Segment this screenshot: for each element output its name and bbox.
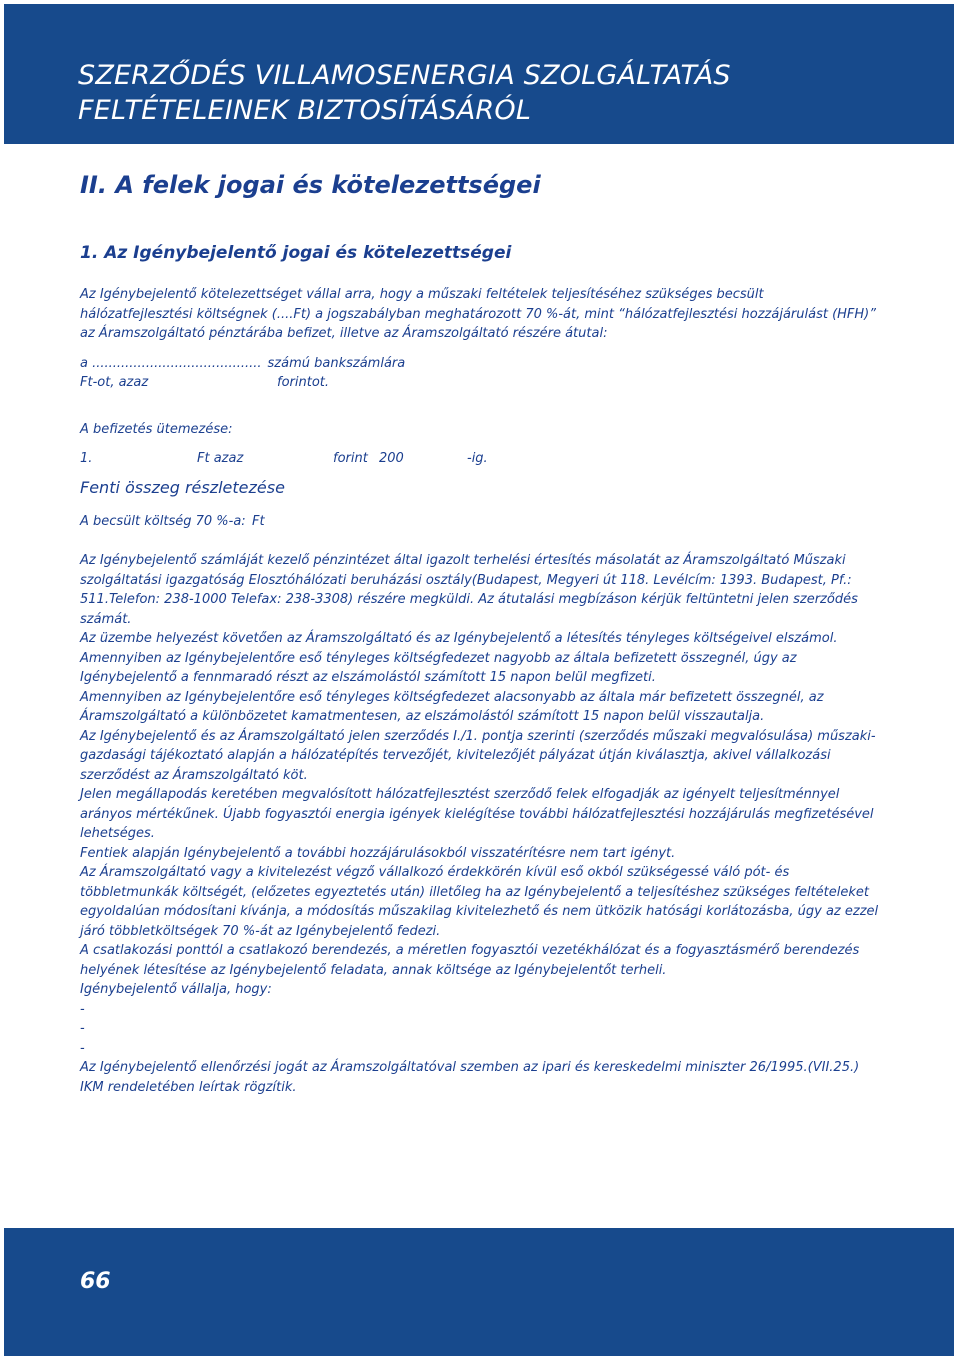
- document-title-line-1: SZERZŐDÉS VILLAMOSENERGIA SZOLGÁLTATÁS: [78, 60, 731, 91]
- schedule-ft: Ft azaz: [197, 451, 244, 466]
- schedule-line: [80, 449, 880, 469]
- schedule-year: 200: [379, 451, 404, 466]
- body-paragraph: Az üzembe helyezést követően az Áramszolgáltató és az Igénybejelentő a létesítés tényleges költségeivel elszámol.: [80, 631, 838, 646]
- body-paragraph: Az Igénybejelentő számláját kezelő pénzintézet által igazolt terhelési értesítés másolatát az Áramszolgáltató Műszaki szolgáltatási igazgatóság Elosztóhálózati beruházási osztály(Budapest, Megyeri út 118. Levélcím: 1393. Budapest, Pf.: 511.Telefon: 238-1000 Telefax: 238-3308) részére megküldi. Az átutalási megbízáson kérjük feltüntetni jelen szerződés számát.: [80, 553, 858, 627]
- schedule-label: A befizetés ütemezése:: [80, 421, 233, 437]
- dash-item: -: [80, 1021, 85, 1036]
- footer-band: [4, 1228, 954, 1356]
- body-paragraph: Jelen megállapodás keretében megvalósított hálózatfejlesztést szerződő felek elfogadják az igényelt teljesítménnyel arányos mértékűnek. Újabb fogyasztói energia igények kielégítése további hálózatfejlesztési hozzájárulás megfizetésével lehetséges.: [80, 787, 874, 841]
- schedule-number: 1.: [80, 451, 93, 466]
- document-title: [78, 58, 731, 128]
- account-dots: a .........................................: [80, 355, 262, 371]
- body-paragraph: Amennyiben az Igénybejelentőre eső tényleges költségfedezet nagyobb az általa befizetett összegnél, úgy az Igénybejelentő a fennmaradó részt az elszámolástól számított 15 napon belül megfizeti.: [80, 650, 797, 685]
- dash-item: -: [80, 1040, 85, 1056]
- estimate-unit: Ft: [252, 513, 265, 529]
- body-paragraph: Amennyiben az Igénybejelentőre eső tényleges költségfedezet alacsonyabb az általa már befizetett összegnél, az Áramszolgáltató a különbözetet kamatmentesen, az elszámolástól számított 15 napon belül visszautalja.: [80, 689, 824, 724]
- schedule-deadline: -ig.: [467, 451, 488, 466]
- body-paragraph: Fentiek alapján Igénybejelentő a további hozzájárulásokból visszatérítésre nem tart igényt.: [80, 845, 676, 861]
- document-body: [80, 285, 880, 1097]
- amount-prefix: Ft-ot, azaz: [80, 375, 149, 390]
- body-paragraph: A csatlakozási ponttól a csatlakozó berendezés, a méretlen fogyasztói vezetékhálózat és a fogyasztásmérő berendezés helyének létesítése az Igénybejelentő feladata, annak költsége az Igénybejelentőt terheli.: [80, 943, 860, 978]
- estimate-line: [80, 512, 880, 532]
- body-paragraph: Igénybejelentő vállalja, hogy:: [80, 982, 272, 997]
- account-suffix: számú bankszámlára: [267, 355, 406, 371]
- subsection-title: 1. Az Igénybejelentő jogai és kötelezettségei: [80, 243, 512, 263]
- dash-item: -: [80, 1001, 85, 1017]
- closing-paragraph: Az Igénybejelentő ellenőrzési jogát az Áramszolgáltatóval szemben az ipari és kereskedelmi miniszter 26/1995.(VII.25.) IKM rendeletében leírtak rögzítik.: [80, 1060, 860, 1095]
- document-title-line-2: FELTÉTELEINEK BIZTOSÍTÁSÁRÓL: [78, 95, 532, 126]
- details-heading: Fenti összeg részletezése: [80, 477, 285, 497]
- account-line: [80, 354, 880, 374]
- intro-paragraph: Az Igénybejelentő kötelezettséget vállal arra, hogy a műszaki feltételek teljesítéséhez szükséges becsült hálózatfejlesztési költségnek (....Ft) a jogszabályban meghatározott 70 %-át, mint “hálózatfejlesztési hozzájárulást (HFH)” az Áramszolgáltató pénztárába befizet, illetve az Áramszolgáltató részére átutal:: [80, 287, 876, 341]
- schedule-forint: forint: [333, 451, 368, 466]
- amount-suffix: forintot.: [277, 375, 330, 390]
- section-title: II. A felek jogai és kötelezettségei: [80, 171, 541, 199]
- estimate-label: A becsült költség 70 %-a:: [80, 513, 246, 529]
- body-paragraph: Az Áramszolgáltató vagy a kivitelezést végző vállalkozó érdekkörén kívül eső okból szükségessé váló pót- és többletmunkák költségét, (előzetes egyeztetés után) illetőleg ha az Igénybejelentő a teljesítéshez szükséges feltételeket egyoldalúan módosítani kívánja, a módosítás műszakilag kivitelezhető és nem ütközik hatósági korlátozásba, úgy az ezzel járó többletköltségek 70 %-át az Igénybejelentő fedezi.: [80, 865, 879, 939]
- page-number: 66: [80, 1269, 111, 1294]
- amount-line: [80, 373, 880, 393]
- body-paragraph: Az Igénybejelentő és az Áramszolgáltató jelen szerződés I./1. pontja szerinti (szerződés műszaki megvalósulása) műszaki-gazdasági tájékoztató alapján a hálózatépítés tervezőjét, kivitelezőjét pályázat útján kiválasztja, akivel vállalkozási szerződést az Áramszolgáltató köt.: [80, 728, 876, 783]
